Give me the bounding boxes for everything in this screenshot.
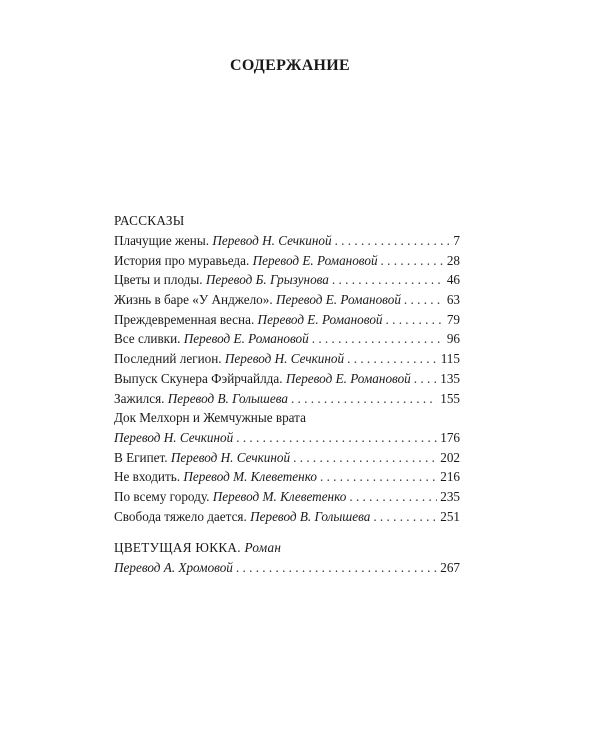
page-title: СОДЕРЖАНИЕ (229, 57, 351, 74)
dot-leader (236, 428, 437, 448)
section-gap (114, 526, 460, 538)
toc-entry-title: Преждевременная весна. (114, 311, 255, 327)
dot-leader (291, 389, 437, 409)
toc-entry-page-number: 7 (453, 233, 460, 248)
toc-entry-line (114, 251, 460, 271)
dot-leader (347, 349, 438, 369)
dot-leader (404, 290, 444, 310)
toc-entry-line (114, 487, 460, 507)
section-heading-text: РАССКАЗЫ (114, 213, 185, 228)
toc-entry-page-number: 251 (440, 508, 460, 524)
toc-entry-page-number: 46 (446, 272, 460, 288)
dot-leader (293, 448, 437, 468)
section-heading (114, 211, 460, 231)
toc-entry[interactable] (114, 270, 460, 290)
toc-entry[interactable] (114, 251, 460, 271)
toc-entry-page-number: 155 (440, 390, 460, 406)
toc-entry-line (114, 349, 460, 369)
toc-entry-page-number: 79 (446, 311, 460, 327)
toc-entry-line (114, 231, 460, 251)
toc-entry-translator: Перевод Е. Романовой (183, 331, 309, 347)
toc-entry-line (114, 389, 460, 409)
toc-entry-translator: Перевод Б. Грызунова (205, 272, 329, 288)
toc-entry[interactable] (114, 558, 460, 578)
section-heading (114, 538, 460, 558)
toc-entry-line (114, 329, 460, 349)
toc-entry-line (114, 369, 460, 389)
toc-entry[interactable] (114, 349, 460, 369)
toc-entry-line (114, 467, 460, 487)
dot-leader (335, 231, 451, 251)
toc-entry[interactable] (114, 408, 460, 447)
toc-entry-line (114, 270, 460, 290)
toc-entry-translator: Перевод Н. Сечкиной (114, 429, 234, 445)
dot-leader (386, 310, 444, 330)
toc-entry-title: По всему городу. (114, 488, 210, 504)
toc-entry-title: Жизнь в баре «У Анджело». (114, 292, 273, 308)
toc-entry[interactable] (114, 507, 460, 527)
toc-entry-page-number: 63 (446, 292, 460, 308)
toc-entry-title: Все сливки. (114, 331, 181, 347)
toc-entry[interactable] (114, 231, 460, 251)
section-heading-text: ЦВЕТУЩАЯ ЮККА. (114, 540, 241, 556)
toc-entry-translator: Перевод Е. Романовой (257, 311, 383, 327)
toc-entry[interactable] (114, 310, 460, 330)
toc-entry-translator: Перевод Н. Сечкиной (212, 233, 332, 248)
toc-entry-translator: Перевод М. Клеветенко (212, 488, 347, 504)
toc-entry-translator: Перевод Н. Сечкиной (170, 449, 291, 465)
dot-leader (320, 467, 437, 487)
toc-entry-line (114, 448, 460, 468)
dot-leader (312, 329, 444, 349)
dot-leader (236, 558, 437, 578)
toc-entry[interactable] (114, 448, 460, 468)
toc-entry-page-number: 202 (440, 449, 460, 465)
dot-leader (414, 369, 437, 389)
toc-entry-page-number: 235 (440, 488, 460, 504)
toc-entry-translator: Перевод Е. Романовой (285, 370, 411, 386)
toc-entry[interactable] (114, 389, 460, 409)
toc-entry[interactable] (114, 369, 460, 389)
toc-entry-translator: Перевод Е. Романовой (275, 292, 401, 308)
dot-leader (381, 251, 444, 271)
toc-entry[interactable] (114, 487, 460, 507)
toc-entry-translator: Перевод Е. Романовой (252, 252, 378, 268)
toc-entry[interactable] (114, 467, 460, 487)
dot-leader (332, 270, 444, 290)
dot-leader (373, 507, 437, 527)
toc-entry[interactable] (114, 329, 460, 349)
dot-leader (349, 487, 437, 507)
toc-entry-line (114, 558, 460, 578)
toc-entry-title: Плачущие жены. (114, 233, 210, 248)
section-heading-suffix: Роман (244, 540, 282, 556)
table-of-contents (114, 211, 460, 578)
toc-entry-title: Выпуск Скунера Фэйрчайлда. (114, 370, 283, 386)
toc-entry-page-number: 115 (440, 351, 460, 367)
toc-entry-title: Свобода тяжело дается. (114, 508, 247, 524)
toc-entry-translator: Перевод В. Голышева (250, 508, 371, 524)
toc-entry-page-number: 28 (446, 252, 460, 268)
toc-entry-translator: Перевод Н. Сечкиной (224, 351, 345, 367)
toc-entry-title: В Египет. (114, 449, 168, 465)
toc-entry-title: Зажился. (114, 390, 165, 406)
toc-entry-page-number: 176 (440, 429, 460, 445)
toc-entry[interactable] (114, 290, 460, 310)
toc-entry-line (114, 507, 460, 527)
toc-entry-page-number: 135 (440, 370, 460, 386)
toc-entry-translator: Перевод В. Голышева (167, 390, 288, 406)
toc-entry-title: Цветы и плоды. (114, 272, 203, 288)
toc-entry-line (114, 290, 460, 310)
toc-entry-title: Док Мелхорн и Жемчужные врата (114, 410, 306, 426)
toc-entry-translator: Перевод А. Хромовой (114, 560, 233, 576)
toc-entry-page-number: 267 (440, 560, 460, 576)
toc-entry-translator: Перевод М. Клеветенко (183, 469, 317, 485)
toc-entry-line (114, 428, 460, 448)
toc-entry-title: Не входить. (114, 469, 181, 485)
toc-entry-line (114, 310, 460, 330)
toc-entry-page-number: 216 (440, 469, 460, 485)
toc-entry-page-number: 96 (446, 331, 460, 347)
toc-entry-title: История про муравьеда. (114, 252, 250, 268)
toc-entry-title: Последний легион. (114, 351, 222, 367)
